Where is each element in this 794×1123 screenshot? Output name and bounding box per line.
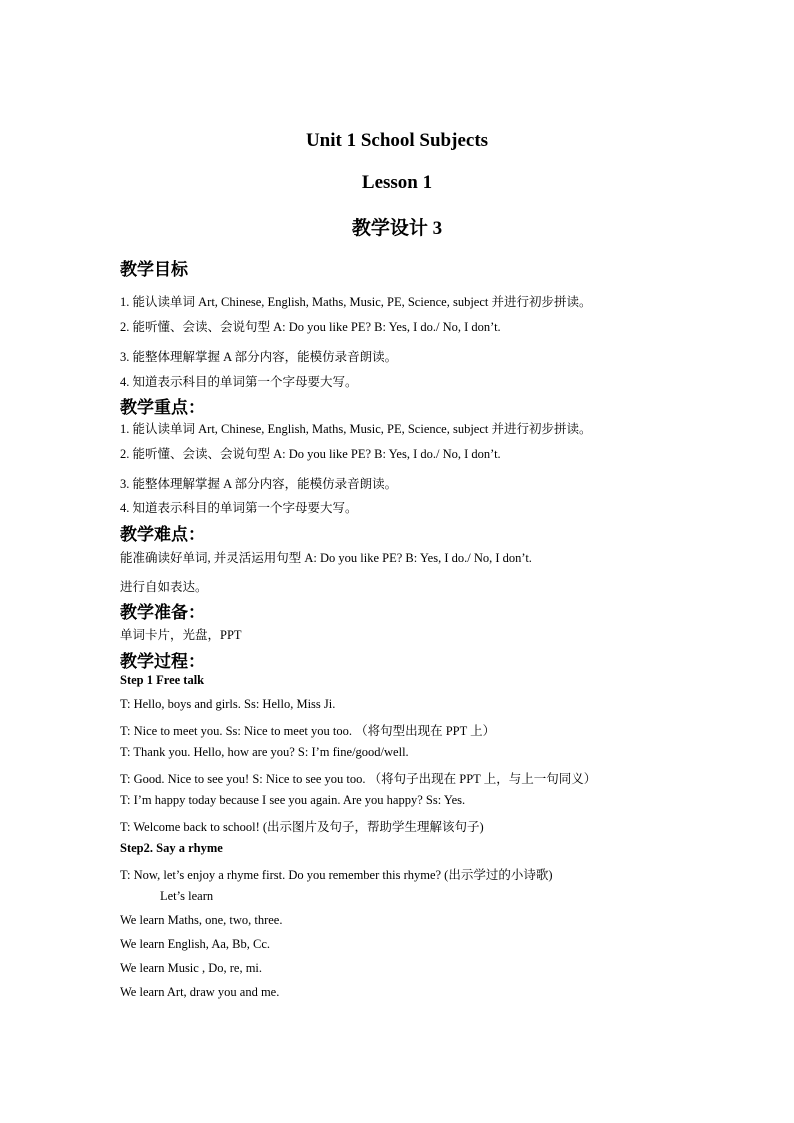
objective-item: 1. 能认读单词 Art, Chinese, English, Maths, Music, PE, Science, subject 并进行初步拼读。 <box>120 295 592 309</box>
preparation-text: 单词卡片，光盘，PPT <box>120 628 242 642</box>
difficulties-heading: 教学难点： <box>120 525 205 544</box>
lesson-title: Lesson 1 <box>361 172 433 193</box>
rhyme-line: We learn English, Aa, Bb, Cc. <box>120 937 271 951</box>
key-point-item: 3. 能整体理解掌握 A 部分内容，能模仿录音朗读。 <box>120 477 398 491</box>
dialogue-line: T: Thank you. Hello, how are you? S: I’m fine/good/well. <box>120 745 409 759</box>
document-title: Unit 1 School Subjects <box>305 130 489 151</box>
step1-title: Step 1 Free talk <box>120 673 205 687</box>
objective-item: 3. 能整体理解掌握 A 部分内容，能模仿录音朗读。 <box>120 350 398 364</box>
dialogue-line: T: Hello, boys and girls. Ss: Hello, Miss Ji. <box>120 697 336 711</box>
process-heading: 教学过程： <box>120 652 205 671</box>
key-point-item: 1. 能认读单词 Art, Chinese, English, Maths, Music, PE, Science, subject 并进行初步拼读。 <box>120 422 592 436</box>
rhyme-line: We learn Art, draw you and me. <box>120 985 280 999</box>
dialogue-line: T: Welcome back to school! (出示图片及句子，帮助学生理解该句子) <box>120 820 484 834</box>
dialogue-line: T: Now, let’s enjoy a rhyme first. Do you remember this rhyme? (出示学过的小诗歌) <box>120 868 553 882</box>
key-points-heading: 教学重点： <box>120 398 205 417</box>
objectives-heading: 教学目标 <box>120 260 188 279</box>
dialogue-line: T: I’m happy today because I see you again. Are you happy? Ss: Yes. <box>120 793 466 807</box>
rhyme-title: Let’s learn <box>160 889 214 903</box>
rhyme-line: We learn Maths, one, two, three. <box>120 913 283 927</box>
dialogue-line: T: Nice to meet you. Ss: Nice to meet you too. （将句型出现在 PPT 上） <box>120 724 496 738</box>
rhyme-line: We learn Music , Do, re, mi. <box>120 961 263 975</box>
preparation-heading: 教学准备： <box>120 603 205 622</box>
objective-item: 4. 知道表示科目的单词第一个字母要大写。 <box>120 375 358 389</box>
step2-title: Step2. Say a rhyme <box>120 841 223 855</box>
dialogue-line: T: Good. Nice to see you! S: Nice to see you too. （将句子出现在 PPT 上，与上一句同义） <box>120 772 597 786</box>
difficulties-line: 进行自如表达。 <box>120 580 208 594</box>
objective-item: 2. 能听懂、会读、会说句型 A: Do you like PE? B: Yes, I do./ No, I don’t. <box>120 320 501 334</box>
difficulties-line: 能准确读好单词, 并灵活运用句型 A: Do you like PE? B: Yes, I do./ No, I don’t. <box>120 551 532 565</box>
key-point-item: 4. 知道表示科目的单词第一个字母要大写。 <box>120 501 358 515</box>
key-point-item: 2. 能听懂、会读、会说句型 A: Do you like PE? B: Yes, I do./ No, I don’t. <box>120 447 501 461</box>
design-title: 教学设计 3 <box>351 218 443 239</box>
